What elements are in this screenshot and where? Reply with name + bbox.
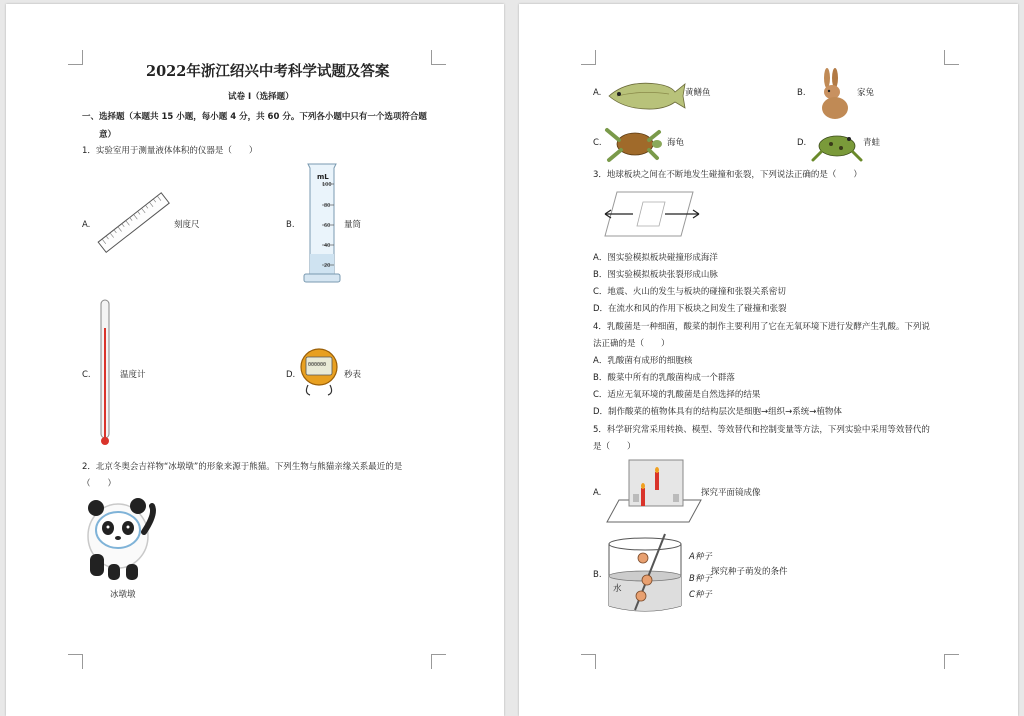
seed-germination-experiment [605,532,691,614]
question-4: 4．乳酸菌是一种细菌，酸菜的制作主要利用了它在无氧环境下进行发酵产生乳酸。下列说 [593,322,930,332]
q4-option-a: A．乳酸菌有成形的细胞核 [593,356,693,366]
option-letter: D. [797,138,807,148]
seed-label-b: B种子 [689,574,712,584]
question-1: 1．实验室用于测量液体体积的仪器是（ ） [82,146,258,156]
rabbit-image [815,68,855,120]
cylinder-tick-label: 20 [324,263,331,269]
ruler-icon [94,188,174,258]
option-label-cylinder: 量筒 [344,220,362,230]
document-title: 2022年浙江绍兴中考科学试题及答案 [146,63,390,80]
crop-mark [944,654,959,669]
plate-tectonics-diagram [603,188,701,242]
crop-mark [431,654,446,669]
option-label-frog: 青蛙 [863,138,881,148]
crop-mark [68,654,83,669]
plane-mirror-experiment [605,456,703,526]
question-4-cont: 法正确的是（ ） [593,339,670,349]
option-label-fish: 黄鳝鱼 [685,88,711,98]
document-page-1 [6,4,504,716]
option-letter: D. [286,370,296,380]
frog-image [811,128,863,164]
option-label-ruler: 刻度尺 [174,220,200,230]
crop-mark [581,654,596,669]
cylinder-tick-label: 60 [324,223,331,229]
document-page-2 [519,4,1018,716]
question-5: 5．科学研究常采用转换、模型、等效替代和控制变量等方法，下列实验中采用等效替代的 [593,425,930,435]
option-label-thermometer: 温度计 [120,370,146,380]
option-letter: A. [593,88,602,98]
question-3: 3．地球板块之间在不断地发生碰撞和张裂，下列说法正确的是（ ） [593,170,862,180]
stopwatch-display: 000000 [308,362,327,368]
section-heading: 一、选择题（本题共 15 小题，每小题 4 分，共 60 分。下列各小题中只有一个选项符合题 [82,112,427,122]
fish-image [607,76,687,116]
q4-option-b: B．酸菜中所有的乳酸菌构成一个群落 [593,373,735,383]
option-letter: C. [593,138,602,148]
bing-dwen-dwen-mascot [82,492,158,588]
question-5-cont: 是（ ） [593,442,636,452]
crop-mark [944,50,959,65]
cylinder-unit: mL [317,173,329,181]
section-heading-cont: 意） [99,130,117,140]
option-label-mirror: 探究平面镜成像 [701,488,761,498]
q4-option-d: D．制作酸菜的植物体具有的结构层次是细胞→组织→系统→植物体 [593,407,842,417]
q4-option-c: C．适应无氧环境的乳酸菌是自然选择的结果 [593,390,761,400]
option-letter: A. [82,220,91,230]
seed-label-a: A种子 [689,552,712,562]
thermometer-icon [98,298,112,448]
option-label-turtle: 海龟 [667,138,685,148]
q3-option-b: B．图实验模拟板块张裂形成山脉 [593,270,718,280]
cylinder-tick-label: 40 [324,243,331,249]
option-letter: A. [593,488,602,498]
water-label: 水 [613,584,622,594]
option-label-rabbit: 家兔 [857,88,875,98]
question-2-cont: （ ） [82,479,117,489]
cylinder-tick-label: 100 [322,182,332,188]
option-letter: B. [286,220,295,230]
paper-subtitle: 试卷 I（选择题） [228,92,294,102]
question-2: 2．北京冬奥会吉祥物“冰墩墩”的形象来源于熊猫。下列生物与熊猫亲缘关系最近的是 [82,462,403,472]
sea-turtle-image [605,124,665,164]
option-label-seed: 探究种子萌发的条件 [711,567,788,577]
q3-option-c: C．地震、火山的发生与板块的碰撞和张裂关系密切 [593,287,786,297]
crop-mark [581,50,596,65]
crop-mark [431,50,446,65]
option-letter: B. [797,88,806,98]
stopwatch-icon [298,347,340,397]
crop-mark [68,50,83,65]
seed-label-c: C种子 [689,590,712,600]
option-label-stopwatch: 秒表 [344,370,362,380]
q3-option-d: D．在流水和风的作用下板块之间发生了碰撞和张裂 [593,304,787,314]
option-letter: C. [82,370,91,380]
q3-option-a: A．图实验模拟板块碰撞形成海洋 [593,253,718,263]
mascot-caption: 冰墩墩 [110,590,136,600]
option-letter: B. [593,570,602,580]
cylinder-tick-label: 80 [324,203,331,209]
